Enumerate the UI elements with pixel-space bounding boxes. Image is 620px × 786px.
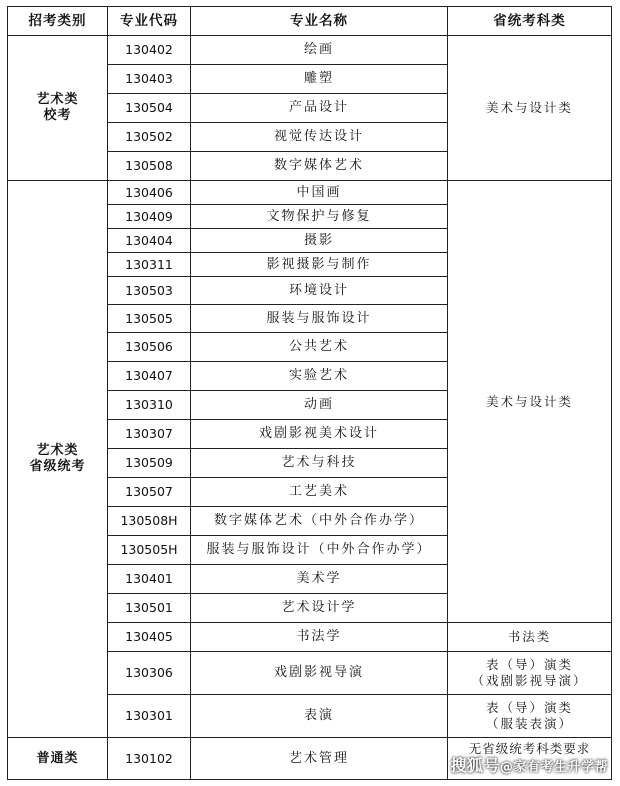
code-cell: 130508 <box>108 152 191 181</box>
subject-cell: 无省级统考科类要求 <box>448 738 612 780</box>
name-cell: 实验艺术 <box>191 362 448 391</box>
code-cell: 130401 <box>108 565 191 594</box>
code-cell: 130507 <box>108 478 191 507</box>
subject-cell: 美术与设计类 <box>448 181 612 623</box>
name-cell: 艺术管理 <box>191 738 448 780</box>
category-cell-general: 普通类 <box>8 738 108 780</box>
header-row <box>8 7 612 36</box>
watermark-brand: 搜狐号 <box>450 756 500 775</box>
header-subject: 省统考科类 <box>448 7 612 36</box>
subject-cell: 美术与设计类 <box>448 36 612 181</box>
category-line: 校考 <box>43 108 72 123</box>
code-cell: 130406 <box>108 181 191 205</box>
category-cell-school-exam <box>8 36 108 181</box>
code-cell: 130405 <box>108 623 191 652</box>
name-cell: 动画 <box>191 391 448 420</box>
header-code: 专业代码 <box>108 7 191 36</box>
code-cell: 130310 <box>108 391 191 420</box>
subject-line: 表（导）演类 <box>485 657 573 672</box>
code-cell: 130407 <box>108 362 191 391</box>
name-cell: 环境设计 <box>191 277 448 305</box>
name-cell: 艺术设计学 <box>191 594 448 623</box>
name-cell: 服装与服饰设计（中外合作办学） <box>191 536 448 565</box>
code-cell: 130102 <box>108 738 191 780</box>
code-cell: 130404 <box>108 229 191 253</box>
name-cell: 影视摄影与制作 <box>191 253 448 277</box>
name-cell: 书法学 <box>191 623 448 652</box>
code-cell: 130502 <box>108 123 191 152</box>
name-cell: 数字媒体艺术 <box>191 152 448 181</box>
watermark-account: @家有考生升学帮 <box>499 760 608 775</box>
code-cell: 130509 <box>108 449 191 478</box>
watermark <box>450 753 608 776</box>
code-cell: 130501 <box>108 594 191 623</box>
code-cell: 130306 <box>108 652 191 695</box>
header-category: 招考类别 <box>8 7 108 36</box>
name-cell: 视觉传达设计 <box>191 123 448 152</box>
name-cell: 雕塑 <box>191 65 448 94</box>
category-line: 省级统考 <box>29 459 86 474</box>
subject-line: 表（导）演类 <box>485 700 573 715</box>
subject-cell <box>448 695 612 738</box>
code-cell: 130409 <box>108 205 191 229</box>
subject-line: （戏剧影视导演） <box>471 673 588 688</box>
code-cell: 130307 <box>108 420 191 449</box>
category-cell-provincial-exam <box>8 181 108 738</box>
code-cell: 130506 <box>108 333 191 362</box>
name-cell: 绘画 <box>191 36 448 65</box>
name-cell: 中国画 <box>191 181 448 205</box>
subject-line: （服装表演） <box>485 716 573 731</box>
category-line: 艺术类 <box>36 443 79 458</box>
name-cell: 工艺美术 <box>191 478 448 507</box>
table-row <box>8 36 612 65</box>
name-cell: 戏剧影视导演 <box>191 652 448 695</box>
name-cell: 数字媒体艺术（中外合作办学） <box>191 507 448 536</box>
name-cell: 公共艺术 <box>191 333 448 362</box>
subject-cell <box>448 652 612 695</box>
name-cell: 产品设计 <box>191 94 448 123</box>
code-cell: 130301 <box>108 695 191 738</box>
category-line: 艺术类 <box>36 92 79 107</box>
name-cell: 美术学 <box>191 565 448 594</box>
subject-cell: 书法类 <box>448 623 612 652</box>
code-cell: 130505 <box>108 305 191 333</box>
name-cell: 服装与服饰设计 <box>191 305 448 333</box>
name-cell: 戏剧影视美术设计 <box>191 420 448 449</box>
code-cell: 130504 <box>108 94 191 123</box>
code-cell: 130503 <box>108 277 191 305</box>
majors-table <box>7 6 612 780</box>
code-cell: 130508H <box>108 507 191 536</box>
header-name: 专业名称 <box>191 7 448 36</box>
name-cell: 艺术与科技 <box>191 449 448 478</box>
code-cell: 130403 <box>108 65 191 94</box>
table-row <box>8 181 612 205</box>
name-cell: 文物保护与修复 <box>191 205 448 229</box>
code-cell: 130402 <box>108 36 191 65</box>
code-cell: 130505H <box>108 536 191 565</box>
code-cell: 130311 <box>108 253 191 277</box>
name-cell: 摄影 <box>191 229 448 253</box>
name-cell: 表演 <box>191 695 448 738</box>
